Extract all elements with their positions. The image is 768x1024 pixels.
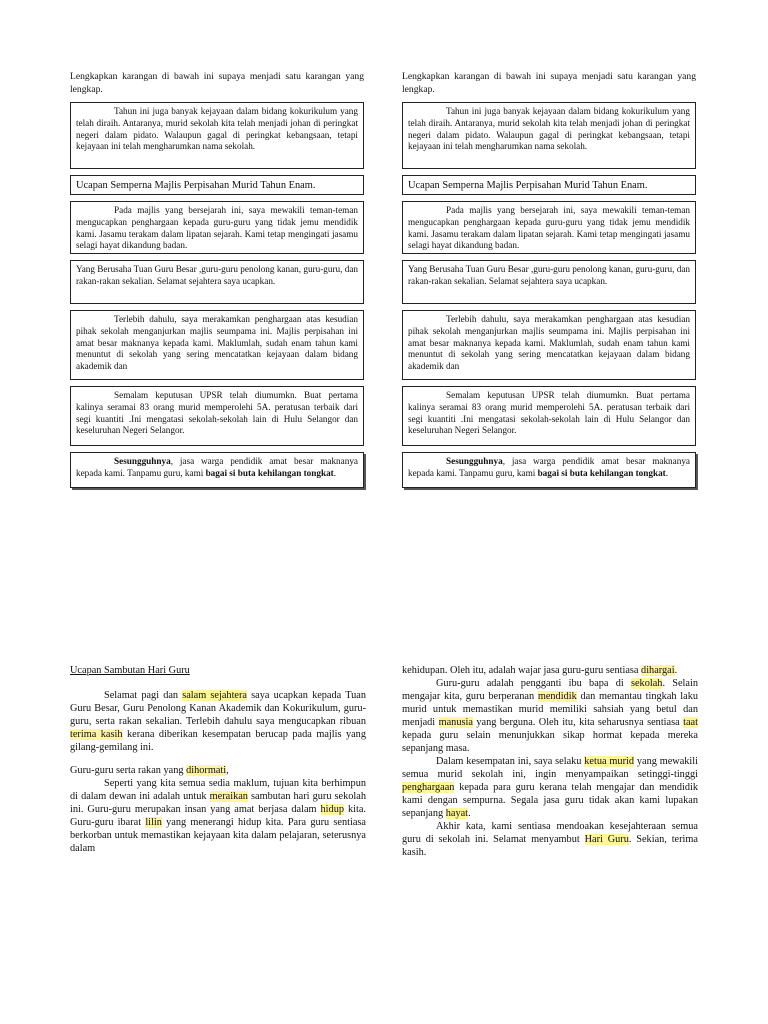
paragraph-box-sesungguhnya[interactable]: Sesungguhnya, jasa warga pendidik amat besar maknanya kepada kami. Tanpamu guru, kami bagai si buta kehilangan tongkat. [70, 452, 364, 488]
speech-paragraph: Selamat pagi dan salam sejahtera saya ucapkan kepada Tuan Guru Besar, Guru Penolong Kanan Akademik dan Kokurikulum, guru-guru, serta rakan sekalian. Terlebih dahulu saya mengucapkan ribuan terima kasih kerana diberikan kesempatan berucap pada majlis yang gilang-gemilang ini. [70, 690, 366, 753]
speech-left-column [70, 664, 366, 855]
paragraph-box-upsr[interactable]: Semalam keputusan UPSR telah diumumkn. Buat pertama kalinya seramai 83 orang murid memperolehi 5A. peratusan terbaik dari segi kuantiti .Ini mengatasi sekolah-sekolah lain di Hulu Selangor dan keseluruhan Negeri Selangor. [402, 386, 696, 446]
highlight: salam sejahtera [182, 690, 247, 701]
highlight: taat [683, 717, 698, 728]
highlight: meraikan [209, 791, 248, 802]
speech-paragraph: Seperti yang kita semua sedia maklum, tujuan kita berhimpun di dalam dewan ini adalah untuk meraikan sambutan hari guru sekolah ini. Guru-guru merupakan insan yang amat berjasa dalam hidup kita. Guru-guru ibarat lilin yang menerangi hidup kita. Para guru sentiasa berkorban untuk memastikan kejayaan kita dalam pelajaran, seterusnya dalam [70, 778, 366, 854]
highlight: dihargai [641, 665, 675, 676]
highlight: dihormati [186, 765, 227, 776]
paragraph-box-terlebih-dahulu[interactable]: Terlebih dahulu, saya merakamkan penghargaan atas kesudian pihak sekolah menganjurkan majlis seumpama ini. Majlis perpisahan ini amat besar maknanya kepada kami. Maklumlah, sudah enam tahun kami menuntut di sekolah yang sering mencatatkan kejayaan dalam bidang akademik dan [70, 310, 364, 380]
highlight: ketua murid [584, 756, 635, 767]
paragraph-box-kokurikulum[interactable]: Tahun ini juga banyak kejayaan dalam bidang kokurikulum yang telah diraih. Antaranya, murid sekolah kita telah menjadi johan di peringkat negeri dalam pidato. Walaupun gagal di peringkat kebangsaan, tetapi kejayaan ini telah mengharumkan nama sekolah. [70, 102, 364, 169]
highlight: manusia [438, 717, 473, 728]
paragraph-box-title[interactable]: Ucapan Semperna Majlis Perpisahan Murid Tahun Enam. [70, 175, 364, 195]
paragraph-box-penghargaan[interactable]: Pada majlis yang bersejarah ini, saya mewakili teman-teman mengucapkan penghargaan kepada guru-guru yang tidak jemu mendidik kami. Jasamu terakam dalam lipatan sejarah. Kami tetap mengingati jasamu selagi hayat dikandung badan. [402, 201, 696, 254]
paragraph-box-terlebih-dahulu[interactable]: Terlebih dahulu, saya merakamkan penghargaan atas kesudian pihak sekolah menganjurkan majlis seumpama ini. Majlis perpisahan ini amat besar maknanya kepada kami. Maklumlah, sudah enam tahun kami menuntut di sekolah yang sering mencatatkan kejayaan dalam bidang akademik dan [402, 310, 696, 380]
speech-paragraph: Akhir kata, kami sentiasa mendoakan kesejahteraan semua guru di sekolah ini. Selamat menyambut Hari Guru. Sekian, terima kasih. [402, 821, 698, 858]
highlight: mendidik [537, 691, 577, 702]
highlight: sekolah [630, 678, 663, 689]
paragraph-box-sesungguhnya[interactable]: Sesungguhnya, jasa warga pendidik amat besar maknanya kepada kami. Tanpamu guru, kami bagai si buta kehilangan tongkat. [402, 452, 696, 488]
paragraph-box-title[interactable]: Ucapan Semperna Majlis Perpisahan Murid Tahun Enam. [402, 175, 696, 195]
highlight: Hari Guru [584, 834, 629, 845]
paragraph-box-salutation[interactable]: Yang Berusaha Tuan Guru Besar ,guru-guru penolong kanan, guru-guru, dan rakan-rakan sekalian. Selamat sejahtera saya ucapkan. [402, 260, 696, 304]
instruction-text: Lengkapkan karangan di bawah ini supaya menjadi satu karangan yang lengkap. [402, 71, 696, 95]
paragraph-box-penghargaan[interactable]: Pada majlis yang bersejarah ini, saya mewakili teman-teman mengucapkan penghargaan kepada guru-guru yang tidak jemu mendidik kami. Jasamu terakam dalam lipatan sejarah. Kami tetap mengingati jasamu selagi hayat dikandung badan. [70, 201, 364, 254]
speech-paragraph: Dalam kesempatan ini, saya selaku ketua murid yang mewakili semua murid sekolah ini, ingin menyampaikan setinggi-tinggi penghargaan kepada para guru kerana telah mengajar dan mendidik kami dengan sempurna. Segala jasa guru tidak akan kami lupakan sepanjang hayat. [402, 756, 699, 819]
speech-right-column [402, 664, 698, 859]
speech-title: Ucapan Sambutan Hari Guru [70, 665, 190, 676]
paragraph-box-salutation[interactable]: Yang Berusaha Tuan Guru Besar ,guru-guru penolong kanan, guru-guru, dan rakan-rakan sekalian. Selamat sejahtera saya ucapkan. [70, 260, 364, 304]
highlight: hidup [320, 804, 344, 815]
paragraph-box-kokurikulum[interactable]: Tahun ini juga banyak kejayaan dalam bidang kokurikulum yang telah diraih. Antaranya, murid sekolah kita telah menjadi johan di peringkat negeri dalam pidato. Walaupun gagal di peringkat kebangsaan, tetapi kejayaan ini telah mengharumkan nama sekolah. [402, 102, 696, 169]
worksheet-right [402, 70, 696, 494]
highlight: hayat [445, 808, 469, 819]
speech-paragraph: Guru-guru adalah pengganti ibu bapa di sekolah. Selain mengajar kita, guru berperanan mendidik dan memantau tingkah laku murid untuk memastikan murid memiliki sahsiah yang betul dan menjadi manusia yang berguna. Oleh itu, kita seharusnya sentiasa taat kepada guru selain menunjukkan sikap hormat kepada mereka sepanjang masa. [402, 678, 698, 754]
highlight: penghargaan [402, 782, 455, 793]
speech-paragraph: kehidupan. Oleh itu, adalah wajar jasa guru-guru sentiasa dihargai. [402, 665, 678, 676]
highlight: lilin [145, 817, 162, 828]
highlight: terima kasih [70, 729, 123, 740]
speech-paragraph: Guru-guru serta rakan yang dihormati, [70, 765, 229, 776]
paragraph-box-upsr[interactable]: Semalam keputusan UPSR telah diumumkn. Buat pertama kalinya seramai 83 orang murid memperolehi 5A. peratusan terbaik dari segi kuantiti .Ini mengatasi sekolah-sekolah lain di Hulu Selangor dan keseluruhan Negeri Selangor. [70, 386, 364, 446]
instruction-text: Lengkapkan karangan di bawah ini supaya menjadi satu karangan yang lengkap. [70, 71, 364, 95]
worksheet-left [70, 70, 364, 494]
